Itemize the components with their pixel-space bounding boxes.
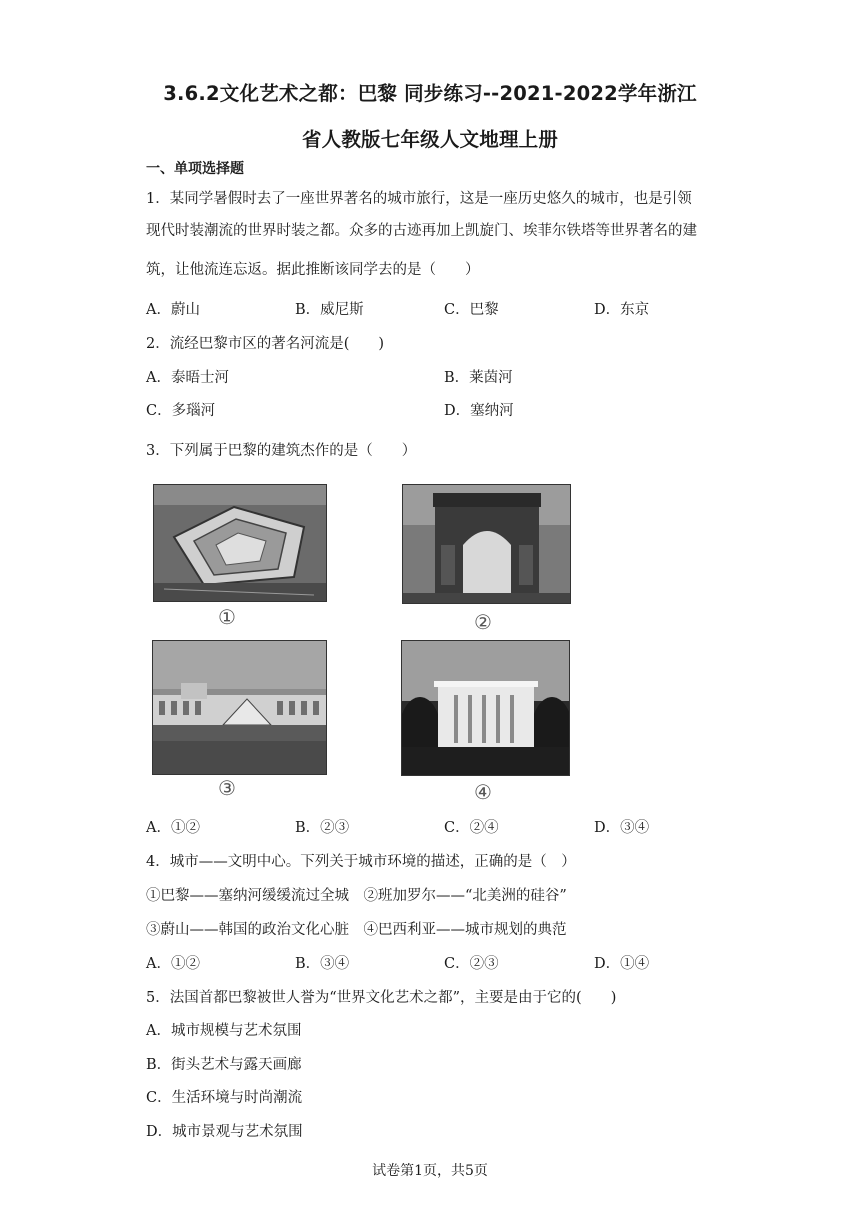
pentagon-building-photo	[153, 484, 327, 602]
page-footer: 试卷第1页，共5页	[372, 1163, 488, 1179]
photo-label-2: ②	[474, 610, 492, 634]
q1-option-d: D．东京	[594, 302, 650, 318]
q3-option-b: B．②③	[295, 820, 350, 836]
q5-option-b: B．街头艺术与露天画廊	[146, 1057, 302, 1073]
q3-option-c: C．②④	[444, 820, 499, 836]
q4-option-a: A．①②	[146, 956, 200, 972]
q1-stem-line-2: 现代时装潮流的世界时装之都。众多的古迹再加上凯旋门、埃菲尔铁塔等世界著名的建	[146, 223, 697, 239]
q4-statement-line-1: ①巴黎——塞纳河缓缓流过全城 ②班加罗尔——“北美洲的硅谷”	[146, 888, 567, 904]
photo-label-1: ①	[218, 605, 236, 629]
q3-option-d: D．③④	[594, 820, 650, 836]
q1-option-c: C．巴黎	[444, 302, 499, 318]
q1-stem-line-1: 1．某同学暑假时去了一座世界著名的城市旅行，这是一座历史悠久的城市，也是引领	[146, 191, 692, 207]
q1-option-b: B．威尼斯	[295, 302, 364, 318]
q3-stem: 3．下列属于巴黎的建筑杰作的是（ ）	[146, 443, 417, 459]
document-title-line-1: 3.6.2文化艺术之都：巴黎 同步练习--2021-2022学年浙江	[163, 82, 697, 105]
q5-option-a: A．城市规模与艺术氛围	[146, 1023, 302, 1039]
white-house-photo	[401, 640, 570, 776]
q4-option-c: C．②③	[444, 956, 499, 972]
q4-stem: 4．城市——文明中心。下列关于城市环境的描述，正确的是（ ）	[146, 854, 576, 870]
q5-option-d: D．城市景观与艺术氛围	[146, 1124, 303, 1140]
document-title-line-2: 省人教版七年级人文地理上册	[301, 128, 559, 151]
arc-de-triomphe-photo	[402, 484, 571, 604]
q4-option-d: D．①④	[594, 956, 650, 972]
photo-label-3: ③	[218, 776, 236, 800]
q2-option-a: A．泰晤士河	[146, 370, 229, 386]
q2-stem: 2．流经巴黎市区的著名河流是( )	[146, 336, 385, 352]
q5-option-c: C．生活环境与时尚潮流	[146, 1090, 303, 1106]
q3-option-a: A．①②	[146, 820, 200, 836]
section-heading: 一、单项选择题	[146, 161, 244, 177]
photo-label-4: ④	[474, 780, 492, 804]
q4-statement-line-2: ③蔚山——韩国的政治文化心脏 ④巴西利亚——城市规划的典范	[146, 922, 567, 938]
q4-option-b: B．③④	[295, 956, 350, 972]
q1-stem-line-3: 筑，让他流连忘返。据此推断该同学去的是（ ）	[146, 262, 480, 278]
q1-option-a: A．蔚山	[146, 302, 200, 318]
q5-stem: 5．法国首都巴黎被世人誉为“世界文化艺术之都”，主要是由于它的( )	[146, 990, 617, 1006]
louvre-photo	[152, 640, 327, 775]
q2-option-c: C．多瑙河	[146, 403, 216, 419]
q2-option-d: D．塞纳河	[444, 403, 514, 419]
q2-option-b: B．莱茵河	[444, 370, 513, 386]
